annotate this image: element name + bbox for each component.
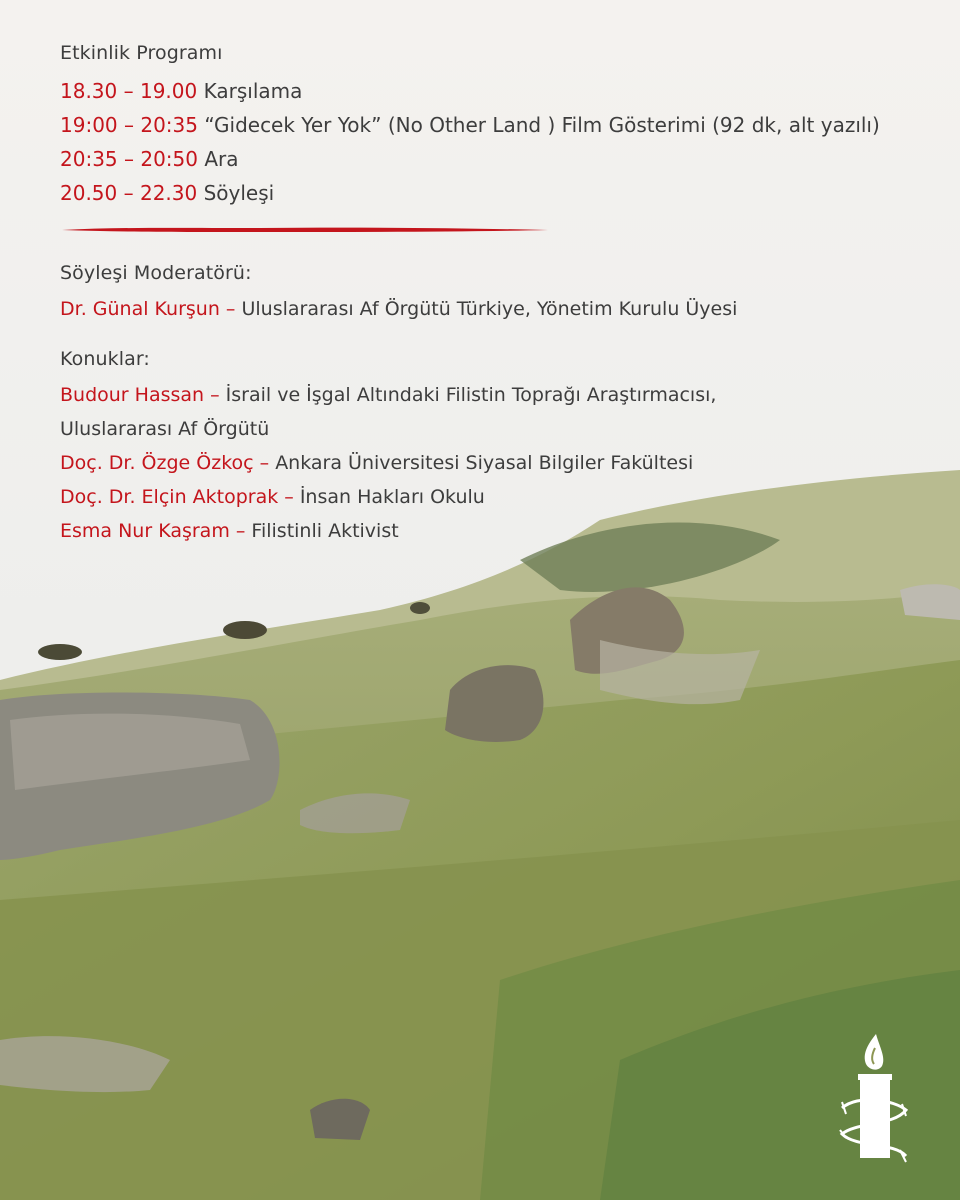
schedule-item — [60, 176, 940, 210]
amnesty-candle-icon — [838, 1030, 910, 1170]
schedule-time: 20.50 – 22.30 — [60, 181, 198, 205]
guest-name: Doç. Dr. Elçin Aktoprak – — [60, 486, 294, 508]
guest-item — [60, 514, 940, 548]
guest-role: Filistinli Aktivist — [251, 520, 399, 542]
schedule-desc: Karşılama — [203, 79, 303, 103]
schedule-desc: Ara — [204, 147, 239, 171]
event-program — [60, 42, 940, 548]
guest-role: İsrail ve İşgal Altındaki Filistin Toprağı Araştırmacısı, — [225, 384, 717, 406]
schedule-list — [60, 74, 940, 210]
program-heading: Etkinlik Programı — [60, 42, 223, 64]
schedule-time: 20:35 – 20:50 — [60, 147, 198, 171]
moderator-section — [60, 262, 940, 326]
guest-role: Ankara Üniversitesi Siyasal Bilgiler Fakültesi — [275, 452, 694, 474]
guest-item — [60, 446, 940, 480]
schedule-item — [60, 142, 940, 176]
guest-role: İnsan Hakları Okulu — [299, 486, 485, 508]
brush-divider — [60, 224, 550, 236]
schedule-desc: “Gidecek Yer Yok” (No Other Land ) Film Gösterimi (92 dk, alt yazılı) — [204, 113, 880, 137]
guest-name: Budour Hassan – — [60, 384, 220, 406]
moderator-name: Dr. Günal Kurşun – — [60, 298, 236, 320]
guest-name: Doç. Dr. Özge Özkoç – — [60, 452, 270, 474]
guest-item — [60, 378, 940, 412]
moderator-heading: Söyleşi Moderatörü: — [60, 262, 252, 284]
moderator-line — [60, 292, 940, 326]
guest-item — [60, 480, 940, 514]
moderator-role: Uluslararası Af Örgütü Türkiye, Yönetim Kurulu Üyesi — [241, 298, 738, 320]
guests-section — [60, 348, 940, 548]
schedule-item — [60, 74, 940, 108]
guest-role-continued: Uluslararası Af Örgütü — [60, 418, 270, 440]
schedule-desc: Söyleşi — [203, 181, 275, 205]
guest-name: Esma Nur Kaşram – — [60, 520, 246, 542]
schedule-item — [60, 108, 940, 142]
schedule-time: 19:00 – 20:35 — [60, 113, 198, 137]
schedule-time: 18.30 – 19.00 — [60, 79, 198, 103]
guests-heading: Konuklar: — [60, 348, 150, 370]
